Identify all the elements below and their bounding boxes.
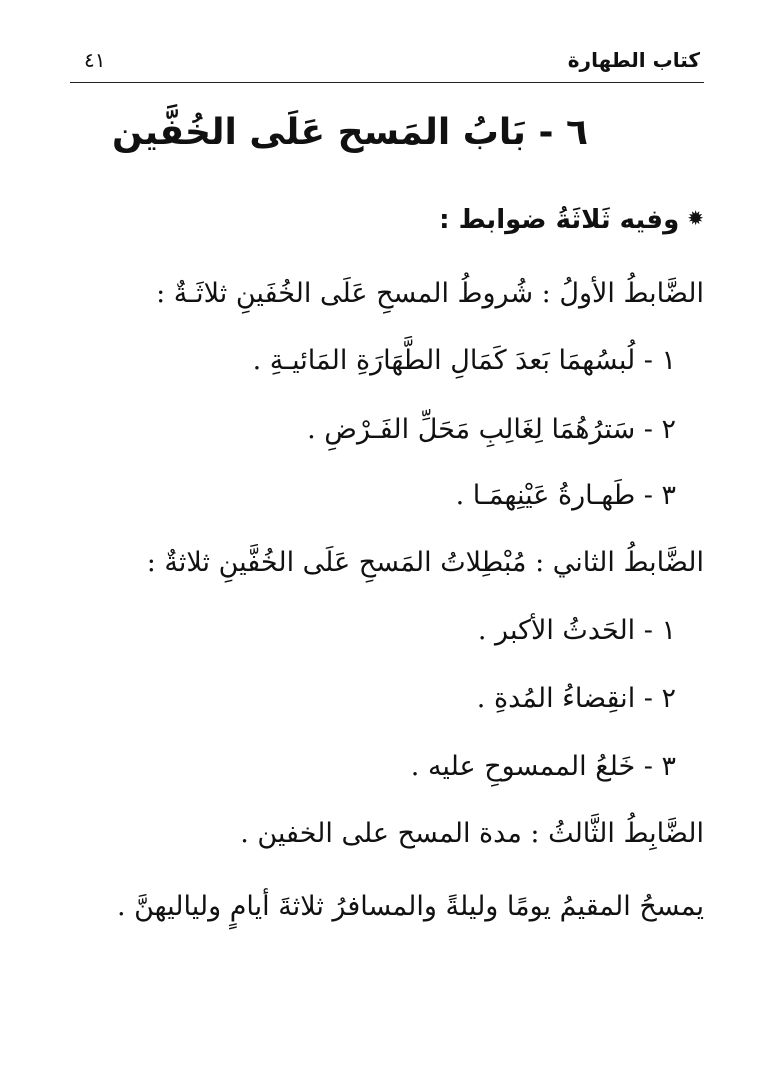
rule1-item-2: ٢ - سَترُهُمَا لِغَالِبِ مَحَلِّ الفَـرْضِ . — [307, 414, 676, 445]
bullet-icon: ✹ — [687, 206, 704, 230]
chapter-title: ٦ - بَابُ المَسح عَلَى الخُفَّين — [112, 112, 588, 153]
rule3-heading: الضَّابِطُ الثَّالثُ : مدة المسح على الخفين . — [240, 818, 704, 849]
running-header — [70, 46, 704, 83]
rule2-item-3: ٣ - خَلعُ الممسوحِ عليه . — [410, 751, 676, 782]
running-title: كتاب الطهارة — [567, 48, 700, 72]
rule2-item-2: ٢ - انقِضاءُ المُدةِ . — [476, 683, 676, 714]
intro-line — [439, 198, 704, 240]
rule3-text: يمسحُ المقيمُ يومًا وليلةً والمسافرُ ثلاثةَ أيامٍ ولياليهنَّ . — [116, 891, 704, 922]
rule2-heading: الضَّابطُ الثاني : مُبْطِلاتُ المَسحِ عَلَى الخُفَّينِ ثلاثةٌ : — [146, 547, 704, 578]
page-number: ٤١ — [84, 48, 106, 72]
rule2-item-1: ١ - الحَدثُ الأكبر . — [477, 615, 676, 646]
rule1-item-1: ١ - لُبسُهمَا بَعدَ كَمَالِ الطَّهَارَةِ المَائيـةِ . — [252, 345, 676, 376]
rule1-heading: الضَّابطُ الأولُ : شُروطُ المسحِ عَلَى الخُفَينِ ثلاثَـةٌ : — [156, 278, 704, 309]
rule1-item-3: ٣ - طَهـارةُ عَيْنِهمَـا . — [455, 480, 676, 511]
intro-text: وفيه ثَلاثَةُ ضوابط : — [439, 205, 680, 235]
